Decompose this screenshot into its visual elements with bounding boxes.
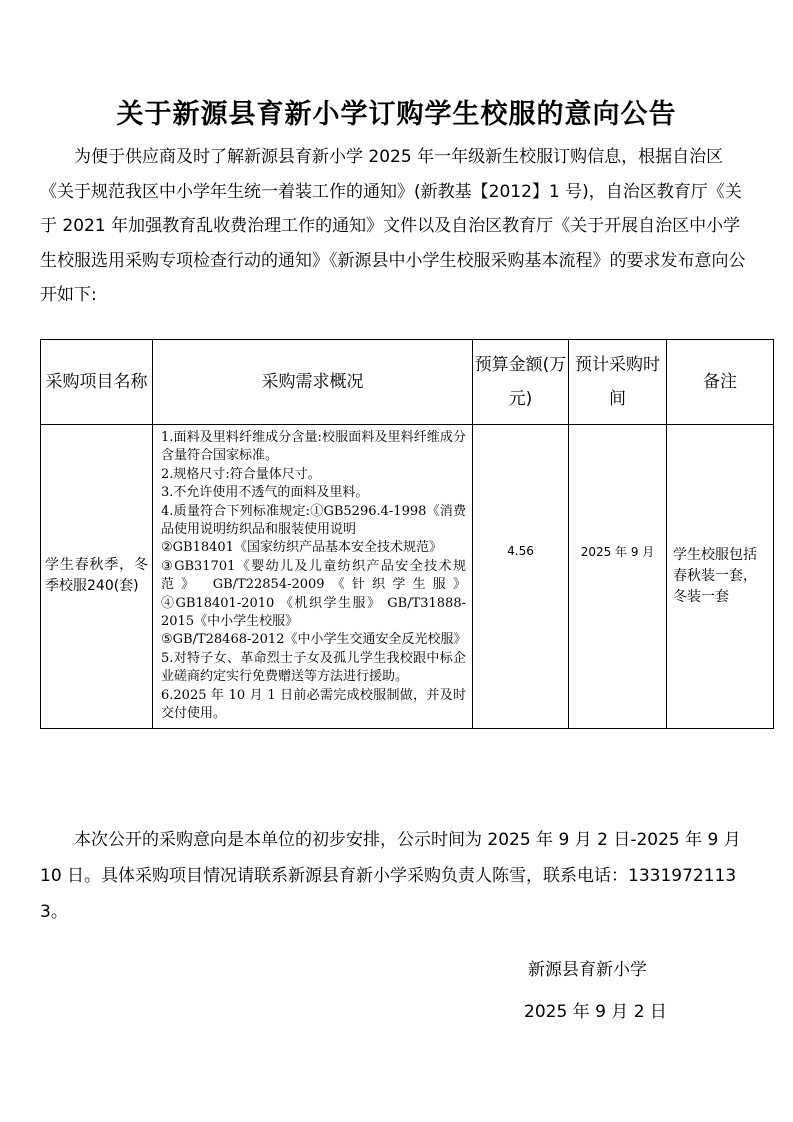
requirement-item: 2.规格尺寸:符合量体尺寸。 <box>161 466 321 482</box>
header-project-name: 采购项目名称 <box>41 340 153 425</box>
header-note: 备注 <box>667 340 774 425</box>
requirement-item: 3.不允许使用不透气的面料及里料。 <box>161 485 369 501</box>
requirement-item: 4.质量符合下列标准规定:①GB5296.4-1998《消费品使用说明纺织品和服装使用说明 <box>161 503 466 538</box>
header-budget: 预算金额(万元) <box>473 340 569 425</box>
cell-note: 学生校服包括春秋装一套，冬装一套 <box>667 425 774 729</box>
requirement-item: 5.对特子女、革命烈士子女及孤儿学生我校跟中标企业磋商约定实行免费赠送等方法进行援助。 <box>161 650 466 685</box>
requirement-item: 1.面料及里料纤维成分含量:校服面料及里料纤维成分含量符合国家标准。 <box>161 430 466 464</box>
cell-requirements <box>153 425 473 729</box>
requirement-item: ③GB31701《婴幼儿及儿童纺织产品安全技术规范》 GB/T22854-2009《针织学生服》④GB18401-2010 《机织学生服》 GB/T31888-2015《中小学生校服》 <box>161 558 466 630</box>
cell-purchase-time: 2025 年 9 月 <box>569 425 667 729</box>
header-requirements: 采购需求概况 <box>153 340 473 425</box>
closing-paragraph: 本次公开的采购意向是本单位的初步安排，公示时间为 2025 年 9 月 2 日-2025 年 9 月 10 日。具体采购项目情况请联系新源县育新小学采购负责人陈雪，联系电话：13319721133。 <box>40 830 741 922</box>
requirement-item: 6.2025 年 10 月 1 日前必需完成校服制做，并及时交付使用。 <box>161 687 466 722</box>
cell-budget: 4.56 <box>473 425 569 729</box>
requirement-item: ⑤GB/T28468-2012《中小学生交通安全反光校服》 <box>161 632 467 648</box>
intro-paragraph: 为便于供应商及时了解新源县育新小学 2025 年一年级新生校服订购信息，根据自治区《关于规范我区中小学年生统一着装工作的通知》(新教基【2012】1 号)，自治区教育厅《关于 2021 年加强教育乱收费治理工作的通知》文件以及自治区教育厅《关于开展自治区中小学生校服选用采购专项检查行动的通知》《新源县中小学生校服采购基本流程》的要求发布意向公开如下: <box>40 147 746 305</box>
requirement-item: ②GB18401《国家纺织产品基本安全技术规范》 <box>161 540 442 556</box>
table-header-row <box>41 340 774 425</box>
signature-organization: 新源县育新小学 <box>528 960 647 980</box>
notice-title: 关于新源县育新小学订购学生校服的意向公告 <box>116 99 677 130</box>
procurement-table <box>40 339 774 729</box>
signature-date: 2025 年 9 月 2 日 <box>524 1002 667 1022</box>
header-purchase-time: 预计采购时间 <box>569 340 667 425</box>
table-row <box>41 425 774 729</box>
cell-project-name: 学生春秋季，冬季校服240(套) <box>41 425 153 729</box>
